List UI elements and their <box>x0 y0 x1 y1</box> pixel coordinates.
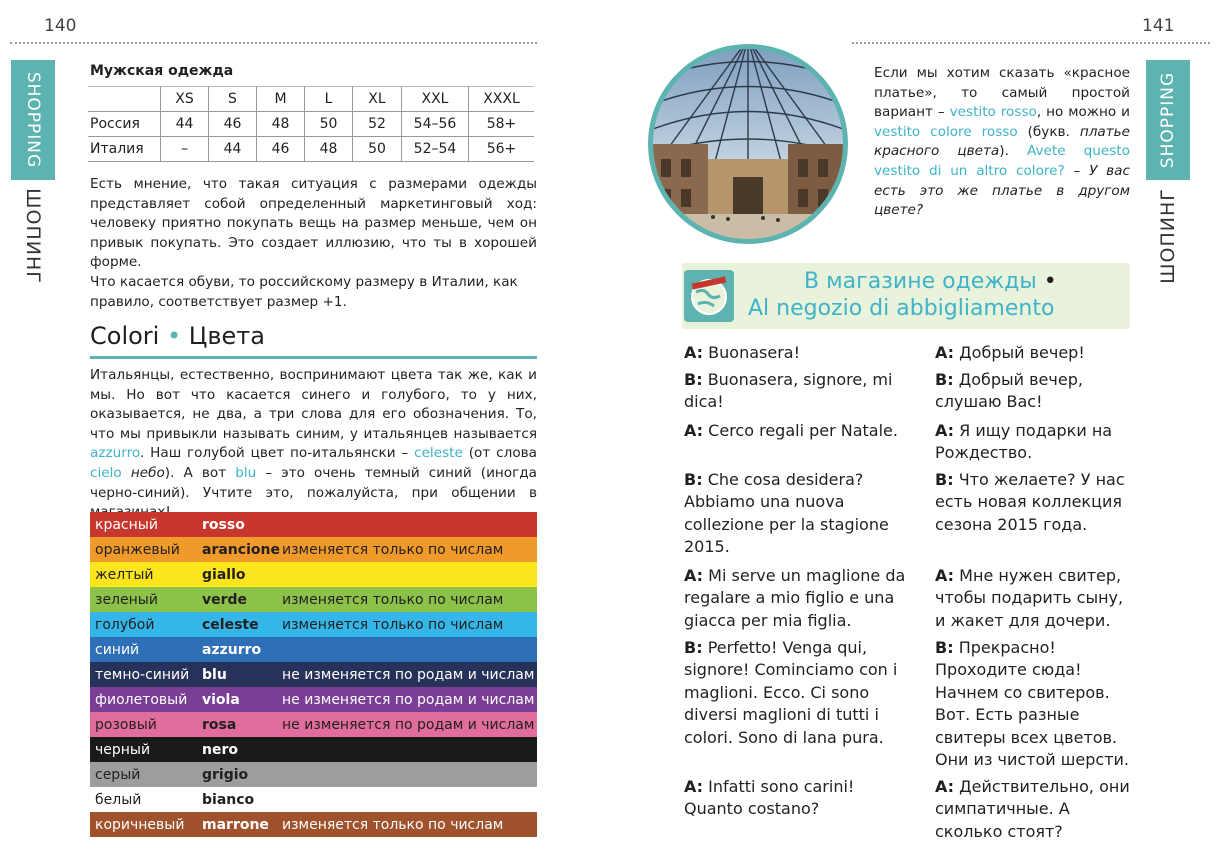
color-ru: синий <box>95 641 140 658</box>
color-ru: голубой <box>95 616 155 633</box>
word-azzurro: azzurro <box>90 445 140 462</box>
color-it: azzurro <box>202 641 262 658</box>
dialogue-line-it <box>684 469 914 559</box>
color-row <box>90 637 537 662</box>
speaker-label: A: <box>684 566 704 585</box>
table-cell: 46 <box>209 112 257 137</box>
speaker-label: B: <box>935 470 954 489</box>
colors-heading <box>90 322 265 350</box>
heading-bullet: • <box>1043 269 1057 294</box>
dialogue-line-ru <box>935 565 1135 632</box>
header-dotted-rule-left <box>10 42 537 44</box>
translation-italic: У вас есть это же платье в другом цвете? <box>874 162 1130 219</box>
speaker-label: A: <box>935 343 955 362</box>
color-note: не изменяется по родам и числам <box>282 691 535 708</box>
color-note: изменяется только по числам <box>282 816 504 833</box>
color-ru: зеленый <box>95 591 158 608</box>
table-cell: L <box>305 87 353 112</box>
color-ru: черный <box>95 741 151 758</box>
page-number-right: 141 <box>1142 16 1175 36</box>
table-row <box>88 87 534 112</box>
speaker-label: A: <box>935 777 955 796</box>
dialogue-icon <box>684 270 734 322</box>
colors-paragraph <box>90 366 537 523</box>
color-note: не изменяется по родам и числам <box>282 666 535 683</box>
table-cell: 48 <box>305 137 353 162</box>
banner-title-ru: В магазине одежды <box>804 269 1037 294</box>
color-row <box>90 737 537 762</box>
colors-heading-it: Colori <box>90 322 160 350</box>
table-cell: Италия <box>88 137 161 162</box>
color-ru: розовый <box>95 716 157 733</box>
side-tab-label: SHOPPING <box>1158 71 1178 169</box>
sizes-paragraph-2: Что касается обуви, то российскому размеру в Италии, как правило, соответствует размер +1. <box>90 273 518 310</box>
dialogue-line-ru <box>935 369 1135 414</box>
text: Если мы хотим сказать «красное платье», то самый простой вариант – <box>874 65 1130 121</box>
phrase-vestito-colore-rosso: vestito colore rosso <box>874 123 1018 140</box>
sizes-paragraph <box>90 175 537 312</box>
table-cell: 52 <box>353 112 402 137</box>
dialogue-text: Buonasera! <box>708 343 800 362</box>
speaker-label: A: <box>684 343 704 362</box>
speaker-label: B: <box>935 370 954 389</box>
color-row <box>90 812 537 837</box>
table-cell: 44 <box>161 112 209 137</box>
text: – это очень темный синий (иногда черно-синий). Учтите это, пожалуйста, при общении в <box>90 464 537 501</box>
table-cell: – <box>161 137 209 162</box>
color-it: blu <box>202 666 227 683</box>
color-note: изменяется только по числам <box>282 616 504 633</box>
dialogue-line-ru <box>935 420 1135 465</box>
dialogue-line-it <box>684 565 914 632</box>
text: ). А вот <box>164 464 236 481</box>
color-it: giallo <box>202 566 246 583</box>
color-ru: серый <box>95 766 141 783</box>
word-blu: blu <box>235 464 257 481</box>
color-it: verde <box>202 591 248 608</box>
color-row <box>90 512 537 537</box>
table-cell: XXXL <box>469 87 535 112</box>
table-cell: S <box>209 87 257 112</box>
speaker-label: A: <box>684 777 704 796</box>
color-note: изменяется только по числам <box>282 591 504 608</box>
color-row <box>90 537 537 562</box>
color-note: изменяется только по числам <box>282 541 504 558</box>
table-cell: 50 <box>353 137 402 162</box>
speaker-label: B: <box>684 470 703 489</box>
banner-title-it: Al negozio di abbigliamento <box>748 296 1055 321</box>
dialogue-line-it <box>684 342 914 364</box>
table-cell <box>88 87 161 112</box>
table-row <box>88 112 534 137</box>
color-it: bianco <box>202 791 255 808</box>
table-cell: 58+ <box>469 112 535 137</box>
sizes-paragraph-1: Есть мнение, что такая ситуация с размерами одежды представляет собой определенный маркетинговый ход: человеку приятно покупать вещь на размер меньше, чем он привык покупать. Это создает иллюзию, что ты в хорошей форме. <box>90 176 537 271</box>
dialogue-text: Mi serve un maglione da regalare a mio figlio e una giacca per mia figlia. <box>684 566 906 630</box>
color-row <box>90 762 537 787</box>
text: (от слова <box>462 445 537 462</box>
speaker-label: A: <box>935 566 955 585</box>
word-celeste: celeste <box>414 445 463 462</box>
dialogue-line-it <box>684 420 914 442</box>
color-note: не изменяется по родам и числам <box>282 716 535 733</box>
text: , но можно и <box>1036 104 1131 121</box>
speaker-label: B: <box>684 638 703 657</box>
dialogue-banner-title <box>748 268 1057 322</box>
color-it: celeste <box>202 616 259 633</box>
sizes-table <box>88 86 534 162</box>
color-ru: темно-синий <box>95 666 190 683</box>
speaker-label: A: <box>935 421 955 440</box>
dialogue-text: Мне нужен свитер, чтобы подарить сыну, и жакет для дочери. <box>935 566 1124 630</box>
side-label-ru-right: ШОПИНГ <box>1157 188 1179 284</box>
color-row <box>90 787 537 812</box>
intro-paragraph <box>874 64 1130 221</box>
color-ru: фиолетовый <box>95 691 188 708</box>
table-cell: 46 <box>257 137 305 162</box>
colors-heading-ru: Цвета <box>188 322 265 350</box>
dialogue-text: Прекрасно! Проходите сюда! Начнем со свитеров. Вот. Есть разные свитеры всех цветов. Они из чистой шерсти. <box>935 638 1130 770</box>
text <box>122 465 131 481</box>
dialogue-text: Добрый вечер! <box>959 343 1085 362</box>
text: Итальянцы, естественно, воспринимают цвета так же, как и мы. Но вот что касается синего и голубого, то у них, оказывается, не два, а три слова для его обозначения. То, что мы привыкли называть синим, у итальянцев называется <box>90 367 537 442</box>
table-cell: Россия <box>88 112 161 137</box>
dialogue-text: Что желаете? У нас есть новая коллекция сезона 2015 года. <box>935 470 1125 534</box>
color-table <box>90 512 537 837</box>
color-ru: белый <box>95 791 142 808</box>
text: ). <box>999 143 1027 160</box>
color-row <box>90 587 537 612</box>
dialogue-line-it <box>684 369 914 414</box>
header-dotted-rule-right <box>852 42 1210 44</box>
dialogue-line-it <box>684 776 914 821</box>
dialogue-text: Infatti sono carini! Quanto costano? <box>684 777 855 819</box>
dialogue-text: Добрый вечер, слушаю Вас! <box>935 370 1083 412</box>
color-it: rosso <box>202 516 245 533</box>
table-cell: 50 <box>305 112 353 137</box>
page-number-left: 140 <box>44 16 77 36</box>
phrase-vestito-rosso: vestito rosso <box>949 104 1037 121</box>
color-ru: желтый <box>95 566 154 583</box>
table-cell: 52–54 <box>402 137 469 162</box>
gallery-dome-image <box>653 49 843 239</box>
table-cell: 54–56 <box>402 112 469 137</box>
color-row <box>90 662 537 687</box>
side-tab-shopping-right <box>1146 60 1190 180</box>
dialogue-text: Buonasera, signore, mi dica! <box>684 370 893 412</box>
phrase-avete-questo-vestito: Avete questo vestito di un altro colore? <box>874 143 1130 179</box>
text: . Наш голубой цвет по-итальянски – <box>139 445 415 462</box>
speaker-label: B: <box>684 370 703 389</box>
dialogue-line-ru <box>935 342 1135 364</box>
table-row <box>88 137 534 162</box>
color-row <box>90 562 537 587</box>
table-cell: 56+ <box>469 137 535 162</box>
color-row <box>90 612 537 637</box>
text: – <box>1064 162 1090 179</box>
table-cell: XS <box>161 87 209 112</box>
globe-icon <box>684 270 734 322</box>
word-nebo: небо <box>130 464 165 481</box>
dialogue-text: Perfetto! Venga qui, signore! Cominciamo con i maglioni. Ecco. Ci sono diversi maglioni di tutti i colori. Sono di lana pura. <box>684 638 898 747</box>
colors-heading-rule <box>90 356 537 359</box>
color-it: marrone <box>202 816 269 833</box>
color-it: grigio <box>202 766 249 783</box>
dialogue-text: Che cosa desidera? Abbiamo una nuova collezione per la stagione 2015. <box>684 470 889 557</box>
color-ru: оранжевый <box>95 541 180 558</box>
color-it: nero <box>202 741 238 758</box>
speaker-label: A: <box>684 421 704 440</box>
dialogue-text: Я ищу подарки на Рождество. <box>935 421 1113 463</box>
color-ru: красный <box>95 516 158 533</box>
table-cell: XXL <box>402 87 469 112</box>
side-tab-label: SHOPPING <box>23 71 43 169</box>
table-cell: 44 <box>209 137 257 162</box>
side-tab-shopping-left <box>11 60 55 180</box>
dialogue-line-ru <box>935 469 1135 536</box>
dialogue-line-it <box>684 637 914 749</box>
table-cell: M <box>257 87 305 112</box>
speaker-label: B: <box>935 638 954 657</box>
dialogue-text: Cerco regali per Natale. <box>708 421 898 440</box>
heading-bullet: • <box>166 322 182 350</box>
color-it: arancione <box>202 541 280 558</box>
gallery-photo <box>648 44 848 244</box>
dialogue-text: Действительно, они симпатичные. А сколько стоят? <box>935 777 1130 841</box>
dialogue-line-ru <box>935 776 1135 843</box>
table-cell: XL <box>353 87 402 112</box>
side-label-ru-left: ШОПИНГ <box>22 188 44 284</box>
text: (букв. <box>1017 123 1080 140</box>
translation-italic: платье красного цвета <box>874 123 1131 160</box>
word-cielo: cielo <box>90 464 122 481</box>
sizes-table-title: Мужская одежда <box>90 63 234 79</box>
table-cell: 48 <box>257 112 305 137</box>
dialogue-line-ru <box>935 637 1135 771</box>
color-ru: коричневый <box>95 816 185 833</box>
color-row <box>90 712 537 737</box>
color-row <box>90 687 537 712</box>
color-it: viola <box>202 691 240 708</box>
color-it: rosa <box>202 716 237 733</box>
